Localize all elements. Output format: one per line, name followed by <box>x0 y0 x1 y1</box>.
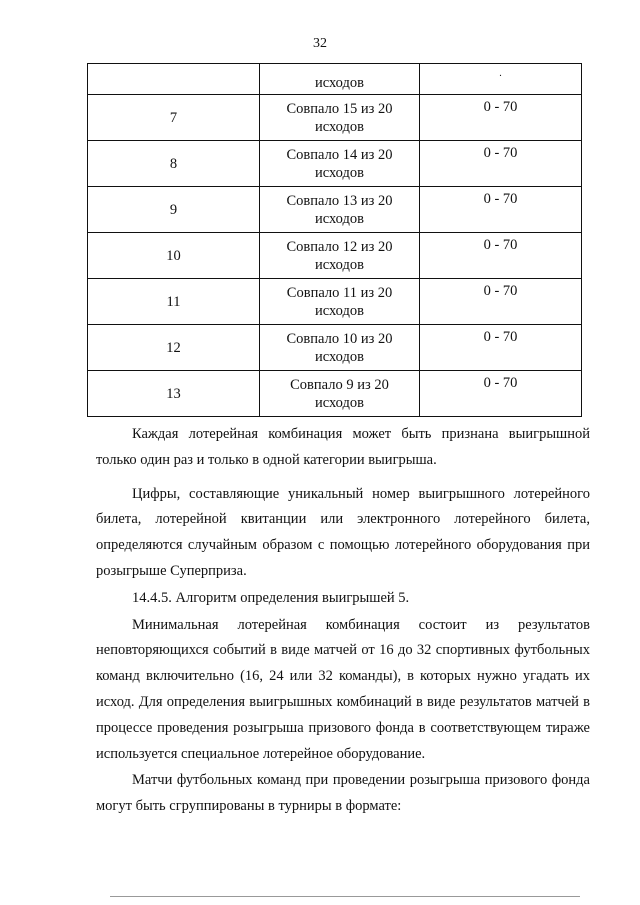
amount-cell: 0 - 70 <box>420 371 582 417</box>
category-cell: 7 <box>88 95 260 141</box>
condition-line: Совпало 15 из 20 <box>286 100 393 117</box>
condition-line: исходов <box>314 164 364 181</box>
body-text <box>96 422 590 820</box>
table-row <box>88 187 582 233</box>
condition-line: Совпало 13 из 20 <box>286 192 393 209</box>
paragraph: Каждая лотерейная комбинация может быть признана выигрышной только один раз и только в одной категории выигрыша. <box>96 426 590 468</box>
table-row <box>88 371 582 417</box>
page-edge-line <box>110 896 580 897</box>
table-row <box>88 64 582 95</box>
condition-line: исходов <box>314 302 364 319</box>
section-heading: 14.4.5. Алгоритм определения выигрышей 5. <box>132 589 410 606</box>
condition-cell <box>260 233 420 279</box>
condition-line: исходов <box>314 210 364 227</box>
amount-cell: 0 - 70 <box>420 95 582 141</box>
paragraph: Матчи футбольных команд при проведении розыгрыша призового фонда могут быть сгруппированы в турниры в формате: <box>96 772 590 815</box>
amount-cell <box>420 64 582 95</box>
table-row <box>88 233 582 279</box>
paragraph: Цифры, составляющие уникальный номер выигрышного лотерейного билета, лотерейной квитанции или электронного лотерейного билета, определяются случайным образом с помощью лотерейного оборудования при розыгрыше Суперприза. <box>96 485 590 579</box>
table-row <box>88 141 582 187</box>
amount-cell: 0 - 70 <box>420 141 582 187</box>
amount-cell: 0 - 70 <box>420 233 582 279</box>
condition-cell <box>260 325 420 371</box>
stray-mark: . <box>499 68 502 79</box>
paragraph: Минимальная лотерейная комбинация состоит из результатов неповторяющихся событий в виде матчей от 16 до 32 спортивных футбольных команд включительно (16, 24 или 32 команды), в которых нужно угадать их исход. Для определения выигрышных комбинаций в виде результатов матчей в процессе проведения розыгрыша призового фонда в соответствующем тираже используется специальное лотерейное оборудование. <box>96 616 590 762</box>
condition-cell: исходов <box>260 64 420 95</box>
amount-cell: 0 - 70 <box>420 325 582 371</box>
category-cell: 8 <box>88 141 260 187</box>
category-cell: 9 <box>88 187 260 233</box>
condition-cell <box>260 95 420 141</box>
prize-table <box>87 63 582 417</box>
table-row <box>88 279 582 325</box>
page-number: 32 <box>313 36 327 51</box>
condition-line: исходов <box>314 394 364 411</box>
condition-cell <box>260 187 420 233</box>
condition-line: исходов <box>314 118 364 135</box>
category-cell: 10 <box>88 233 260 279</box>
condition-line: Совпало 12 из 20 <box>286 238 393 255</box>
condition-line: исходов <box>314 256 364 273</box>
condition-cell <box>260 371 420 417</box>
condition-line: Совпало 14 из 20 <box>286 146 393 163</box>
condition-cell <box>260 279 420 325</box>
condition-cell <box>260 141 420 187</box>
category-cell: 12 <box>88 325 260 371</box>
condition-line: Совпало 10 из 20 <box>286 330 393 347</box>
table-row <box>88 325 582 371</box>
category-cell: 11 <box>88 279 260 325</box>
condition-line: исходов <box>314 348 364 365</box>
amount-cell: 0 - 70 <box>420 279 582 325</box>
table-row <box>88 95 582 141</box>
amount-cell: 0 - 70 <box>420 187 582 233</box>
category-cell <box>88 64 260 95</box>
category-cell: 13 <box>88 371 260 417</box>
condition-line: Совпало 9 из 20 <box>290 376 389 393</box>
condition-line: Совпало 11 из 20 <box>286 284 393 301</box>
